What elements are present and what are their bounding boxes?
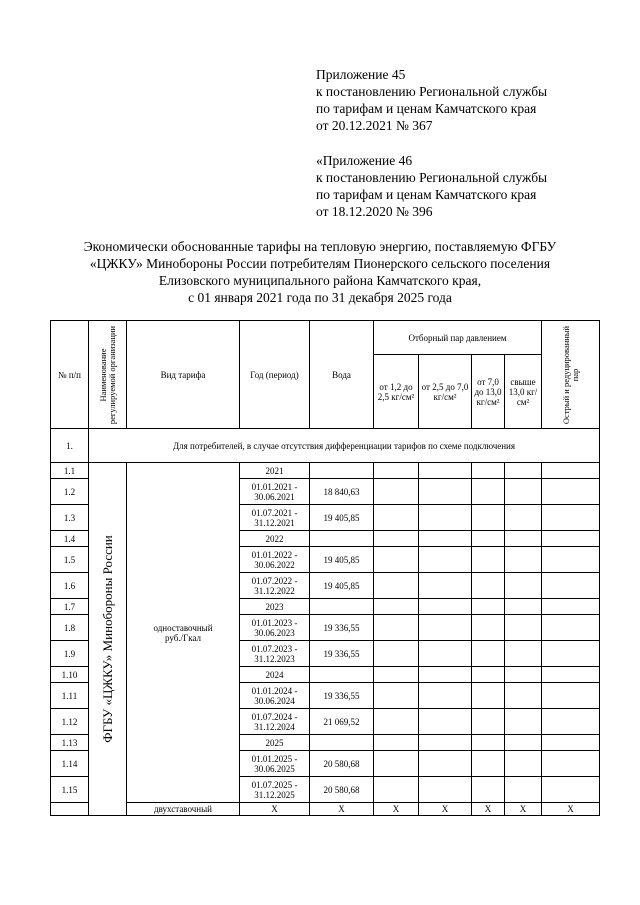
appendix-line: к постановлению Региональной службы bbox=[316, 170, 548, 185]
row-steam-2-value bbox=[419, 463, 472, 479]
row-sharp-steam-value bbox=[542, 641, 600, 667]
row-steam-3-value bbox=[472, 667, 505, 683]
row-steam-1-value bbox=[374, 683, 419, 709]
two-rate-steam-2: X bbox=[419, 803, 472, 816]
document-title bbox=[40, 238, 600, 306]
header-tariff-type: Вид тарифа bbox=[127, 321, 240, 429]
row-steam-4-value bbox=[505, 683, 542, 709]
row-water-value: 19 336,55 bbox=[310, 615, 374, 641]
header-steam-4: свыше 13,0 кг/см² bbox=[505, 355, 542, 429]
row-steam-3-value bbox=[472, 641, 505, 667]
appendix-line: по тарифам и ценам Камчатского края bbox=[316, 101, 537, 116]
appendix-current bbox=[316, 66, 547, 134]
row-steam-1-value bbox=[374, 479, 419, 505]
row-steam-2-value bbox=[419, 599, 472, 615]
title-line: «ЦЖКУ» Минобороны России потребителям Пионерского сельского поселения bbox=[89, 256, 551, 271]
row-period: 01.01.2021 - 30.06.2021 bbox=[240, 479, 310, 505]
row-steam-4-value bbox=[505, 751, 542, 777]
row-sharp-steam-value bbox=[542, 547, 600, 573]
row-period: 01.07.2024 - 31.12.2024 bbox=[240, 709, 310, 735]
row-steam-3-value bbox=[472, 735, 505, 751]
title-line: Елизовского муниципального района Камчатского края, bbox=[158, 273, 482, 288]
row-sharp-steam-value bbox=[542, 531, 600, 547]
row-steam-1-value bbox=[374, 751, 419, 777]
row-sharp-steam-value bbox=[542, 735, 600, 751]
row-steam-2-value bbox=[419, 667, 472, 683]
row-water-value: 21 069,52 bbox=[310, 709, 374, 735]
title-line: с 01 января 2021 года по 31 декабря 2025 года bbox=[188, 290, 452, 305]
row-steam-1-value bbox=[374, 463, 419, 479]
row-steam-3-value bbox=[472, 573, 505, 599]
row-water-value bbox=[310, 531, 374, 547]
row-steam-3-value bbox=[472, 751, 505, 777]
two-rate-water: X bbox=[310, 803, 374, 816]
row-period: 01.01.2023 - 30.06.2023 bbox=[240, 615, 310, 641]
row-sharp-steam-value bbox=[542, 505, 600, 531]
header-sharp-steam bbox=[542, 321, 600, 429]
header-org bbox=[89, 321, 127, 429]
row-steam-2-value bbox=[419, 547, 472, 573]
row-steam-2-value bbox=[419, 531, 472, 547]
row-sharp-steam-value bbox=[542, 777, 600, 803]
row-steam-4-value bbox=[505, 531, 542, 547]
two-rate-period: X bbox=[240, 803, 310, 816]
row-period: 01.01.2024 - 30.06.2024 bbox=[240, 683, 310, 709]
row-steam-1-value bbox=[374, 505, 419, 531]
header-row bbox=[51, 321, 600, 355]
row-num: 1.7 bbox=[51, 599, 89, 615]
header-num: № п/п bbox=[51, 321, 89, 429]
row-sharp-steam-value bbox=[542, 667, 600, 683]
row-steam-2-value bbox=[419, 615, 472, 641]
row-steam-4-value bbox=[505, 463, 542, 479]
row-steam-4-value bbox=[505, 573, 542, 599]
row-sharp-steam-value bbox=[542, 599, 600, 615]
row-num: 1.2 bbox=[51, 479, 89, 505]
row-water-value: 20 580,68 bbox=[310, 777, 374, 803]
row-steam-1-value bbox=[374, 709, 419, 735]
header-steam-2: от 2,5 до 7,0 кг/см² bbox=[419, 355, 472, 429]
row-steam-3-value bbox=[472, 777, 505, 803]
row-sharp-steam-value bbox=[542, 709, 600, 735]
row-steam-4-value bbox=[505, 505, 542, 531]
row-period: 2023 bbox=[240, 599, 310, 615]
row-period: 2025 bbox=[240, 735, 310, 751]
row-num: 1.15 bbox=[51, 777, 89, 803]
header-period: Год (период) bbox=[240, 321, 310, 429]
row-steam-2-value bbox=[419, 735, 472, 751]
header-steam-3: от 7,0 до 13,0 кг/см² bbox=[472, 355, 505, 429]
row-period: 01.01.2025 - 30.06.2025 bbox=[240, 751, 310, 777]
tariff-table bbox=[50, 320, 600, 816]
row-sharp-steam-value bbox=[542, 573, 600, 599]
row-water-value: 19 405,85 bbox=[310, 505, 374, 531]
row-num: 1.9 bbox=[51, 641, 89, 667]
row-steam-4-value bbox=[505, 615, 542, 641]
row-steam-4-value bbox=[505, 547, 542, 573]
row-num: 1.6 bbox=[51, 573, 89, 599]
row-water-value: 19 336,55 bbox=[310, 641, 374, 667]
row-num: 1.14 bbox=[51, 751, 89, 777]
organization-name: ФГБУ «ЦЖКУ» Минобороны России bbox=[99, 535, 115, 743]
row-steam-1-value bbox=[374, 735, 419, 751]
appendix-line: по тарифам и ценам Камчатского края bbox=[316, 187, 537, 202]
row-steam-4-value bbox=[505, 641, 542, 667]
row-water-value: 20 580,68 bbox=[310, 751, 374, 777]
row-num: 1.12 bbox=[51, 709, 89, 735]
row-steam-3-value bbox=[472, 463, 505, 479]
header-org-text: Наименование регулируемой организации bbox=[97, 325, 117, 424]
row-steam-4-value bbox=[505, 479, 542, 505]
row-steam-2-value bbox=[419, 573, 472, 599]
row-num: 1.13 bbox=[51, 735, 89, 751]
row-num: 1.4 bbox=[51, 531, 89, 547]
appendix-line: от 18.12.2020 № 396 bbox=[316, 204, 433, 219]
row-period: 2021 bbox=[240, 463, 310, 479]
single-rate-label: одноставочный руб./Гкал bbox=[127, 463, 240, 803]
row-steam-4-value bbox=[505, 599, 542, 615]
row-steam-3-value bbox=[472, 505, 505, 531]
row-steam-3-value bbox=[472, 599, 505, 615]
appendix-line: «Приложение 46 bbox=[316, 153, 413, 168]
row-period: 01.01.2022 - 30.06.2022 bbox=[240, 547, 310, 573]
two-rate-steam-3: X bbox=[472, 803, 505, 816]
row-steam-2-value bbox=[419, 777, 472, 803]
row-sharp-steam-value bbox=[542, 463, 600, 479]
row-period: 01.07.2023 - 31.12.2023 bbox=[240, 641, 310, 667]
row-steam-2-value bbox=[419, 683, 472, 709]
row-period: 01.07.2021 - 31.12.2021 bbox=[240, 505, 310, 531]
row-water-value bbox=[310, 463, 374, 479]
row-period: 2024 bbox=[240, 667, 310, 683]
row-steam-4-value bbox=[505, 777, 542, 803]
section-title: Для потребителей, в случае отсутствия дифференциации тарифов по схеме подключения bbox=[89, 429, 600, 463]
row-steam-1-value bbox=[374, 599, 419, 615]
two-rate-sharp-steam: X bbox=[542, 803, 600, 816]
row-steam-3-value bbox=[472, 683, 505, 709]
row-steam-3-value bbox=[472, 709, 505, 735]
row-num bbox=[51, 803, 89, 816]
row-steam-1-value bbox=[374, 777, 419, 803]
header-water: Вода bbox=[310, 321, 374, 429]
title-line: Экономически обоснованные тарифы на тепловую энергию, поставляемую ФГБУ bbox=[83, 239, 557, 254]
two-rate-row bbox=[51, 803, 600, 816]
table-row bbox=[51, 463, 600, 479]
row-water-value: 19 336,55 bbox=[310, 683, 374, 709]
row-num: 1.3 bbox=[51, 505, 89, 531]
row-water-value bbox=[310, 599, 374, 615]
appendix-previous bbox=[316, 152, 547, 220]
header-sharp-steam-text: Острый и редуцированный пар bbox=[560, 325, 580, 424]
header-steam-1: от 1,2 до 2,5 кг/см² bbox=[374, 355, 419, 429]
row-water-value: 19 405,85 bbox=[310, 547, 374, 573]
row-num: 1.10 bbox=[51, 667, 89, 683]
row-num: 1.8 bbox=[51, 615, 89, 641]
appendix-line: к постановлению Региональной службы bbox=[316, 84, 548, 99]
row-steam-1-value bbox=[374, 573, 419, 599]
row-steam-3-value bbox=[472, 479, 505, 505]
row-steam-2-value bbox=[419, 505, 472, 531]
row-steam-1-value bbox=[374, 667, 419, 683]
organization-cell bbox=[89, 463, 127, 816]
row-water-value: 18 840,63 bbox=[310, 479, 374, 505]
row-steam-1-value bbox=[374, 615, 419, 641]
row-steam-4-value bbox=[505, 735, 542, 751]
row-steam-3-value bbox=[472, 615, 505, 641]
row-steam-2-value bbox=[419, 479, 472, 505]
appendix-line: от 20.12.2021 № 367 bbox=[316, 118, 433, 133]
row-steam-1-value bbox=[374, 547, 419, 573]
row-steam-1-value bbox=[374, 641, 419, 667]
row-steam-2-value bbox=[419, 641, 472, 667]
row-steam-3-value bbox=[472, 547, 505, 573]
row-water-value bbox=[310, 735, 374, 751]
section-row bbox=[51, 429, 600, 463]
two-rate-steam-1: X bbox=[374, 803, 419, 816]
row-period: 01.07.2025 - 31.12.2025 bbox=[240, 777, 310, 803]
appendix-line: Приложение 45 bbox=[316, 67, 406, 82]
row-num: 1.5 bbox=[51, 547, 89, 573]
row-water-value: 19 405,85 bbox=[310, 573, 374, 599]
two-rate-steam-4: X bbox=[505, 803, 542, 816]
two-rate-label: двухставочный bbox=[127, 803, 240, 816]
row-water-value bbox=[310, 667, 374, 683]
header-steam: Отборный пар давлением bbox=[374, 321, 542, 355]
row-steam-2-value bbox=[419, 709, 472, 735]
section-num: 1. bbox=[51, 429, 89, 463]
row-steam-1-value bbox=[374, 531, 419, 547]
row-steam-4-value bbox=[505, 709, 542, 735]
row-sharp-steam-value bbox=[542, 479, 600, 505]
row-steam-3-value bbox=[472, 531, 505, 547]
row-steam-2-value bbox=[419, 751, 472, 777]
row-period: 01.07.2022 - 31.12.2022 bbox=[240, 573, 310, 599]
row-num: 1.1 bbox=[51, 463, 89, 479]
row-sharp-steam-value bbox=[542, 751, 600, 777]
row-steam-4-value bbox=[505, 667, 542, 683]
row-num: 1.11 bbox=[51, 683, 89, 709]
row-sharp-steam-value bbox=[542, 615, 600, 641]
row-sharp-steam-value bbox=[542, 683, 600, 709]
row-period: 2022 bbox=[240, 531, 310, 547]
